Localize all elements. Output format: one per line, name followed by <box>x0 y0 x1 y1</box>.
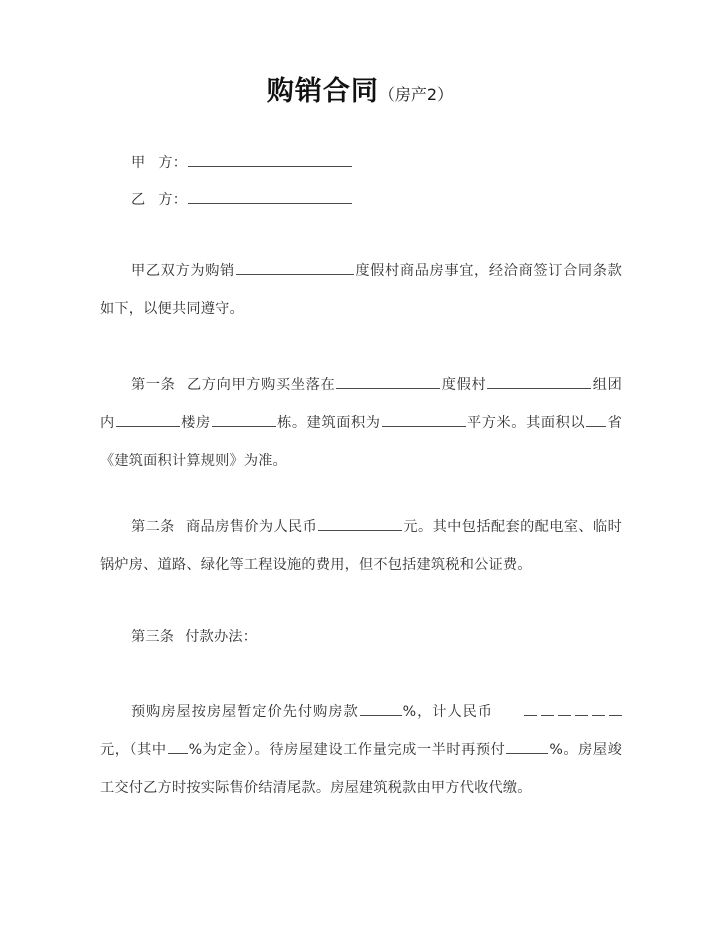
article-1-label: 第一条 <box>131 377 176 393</box>
article-2-label: 第二条 <box>131 519 175 535</box>
title-main-text: 购销合同 <box>266 76 379 107</box>
article-3-paragraph <box>100 618 622 656</box>
article-1-text-4: 楼房 <box>180 415 211 431</box>
preamble-paragraph <box>100 252 622 328</box>
article-1-blank-group[interactable] <box>487 374 591 389</box>
preamble-text-1: 甲乙双方为购销 <box>131 263 235 279</box>
party-b-label: 方： <box>158 192 188 209</box>
article-1-blank-area[interactable] <box>382 412 466 427</box>
article-1-blank-building-no[interactable] <box>116 412 180 427</box>
party-a-label: 方： <box>158 155 188 172</box>
article-2-blank-price[interactable] <box>318 516 402 531</box>
article-3-blank-first-pct[interactable] <box>360 701 402 716</box>
preamble-text-2: 度假村商品房事宜，经洽商签订合同条款如下，以便共同遵守。 <box>100 263 623 317</box>
article-1-blank-count[interactable] <box>212 412 276 427</box>
party-b-line <box>131 189 353 210</box>
article-3-blank-second-pct[interactable] <box>506 739 548 754</box>
article-1-text-2: 度假村 <box>441 377 487 393</box>
article-2-text-1: 商品房售价为人民币 <box>185 519 318 535</box>
article-1-text-7: 省《建筑面积计算规则》为准。 <box>100 415 622 469</box>
party-b-blank[interactable] <box>188 189 352 204</box>
party-a-blank[interactable] <box>188 152 352 167</box>
party-a-line <box>131 152 353 173</box>
party-b-char: 乙 <box>131 192 146 209</box>
article-1-blank-location[interactable] <box>336 374 440 389</box>
article-1-paragraph <box>100 366 622 480</box>
article-3-body-text-2: %，计人民币 <box>402 704 493 720</box>
document-title <box>0 78 720 105</box>
party-a-char: 甲 <box>131 155 146 172</box>
article-1-text-6: 平方米。其面积以 <box>466 415 586 431</box>
article-1-blank-province[interactable] <box>586 412 606 427</box>
article-3-body-paragraph <box>100 693 622 807</box>
article-2-paragraph <box>100 508 622 584</box>
article-3-body-text-1: 预购房屋按房屋暂定价先付购房款 <box>131 704 359 720</box>
article-2-text-2: 元。其中包括配套的配电室、临时锅炉房、道路、绿化等工程设施的费用，但不包括建筑税和公证费。 <box>100 519 622 573</box>
article-3-body-text-5: %。房屋竣工交付乙方时按实际售价结清尾款。房屋建筑税款由甲方代收代缴。 <box>100 742 623 796</box>
article-3-label: 第三条 <box>131 629 175 645</box>
article-3-body-text-3: 元，（其中 <box>100 742 167 758</box>
preamble-blank-resort[interactable] <box>236 260 354 275</box>
article-1-text-1: 乙方向甲方购买坐落在 <box>186 377 336 393</box>
title-subtitle-text: （房产2） <box>378 85 454 104</box>
article-3-body-text-4: %为定金）。待房屋建设工作量完成一半时再预付 <box>188 742 506 758</box>
article-3-blank-deposit-pct[interactable] <box>168 739 188 754</box>
article-1-text-5: 栋。建筑面积为 <box>276 415 381 431</box>
article-3-text: 付款办法： <box>185 629 258 645</box>
article-1-text-3: 组团内 <box>100 377 622 431</box>
article-3-blank-amount[interactable] <box>493 693 622 731</box>
